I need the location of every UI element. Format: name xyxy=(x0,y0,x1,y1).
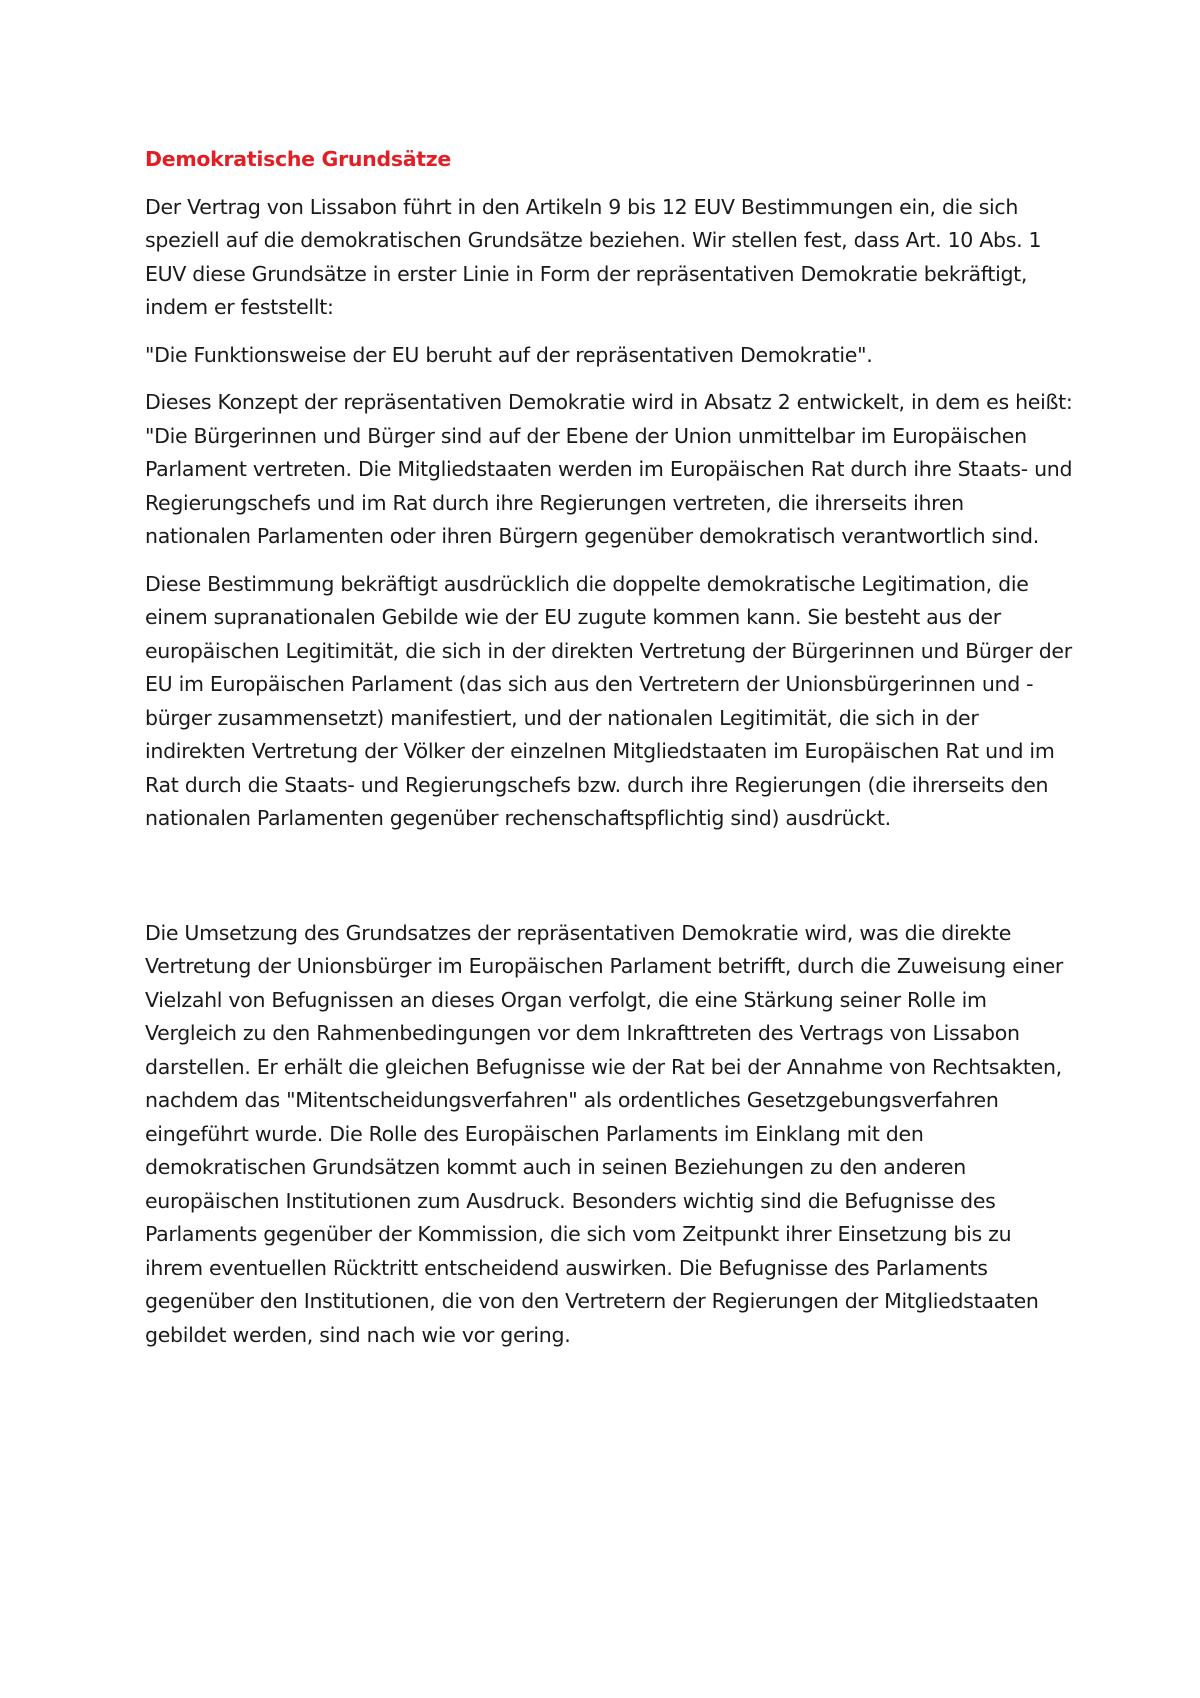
paragraph-concept: Dieses Konzept der repräsentativen Demokratie wird in Absatz 2 entwickelt, in dem es heißt: "Die Bürgerinnen und Bürger sind auf der Ebene der Union unmittelbar im Europäischen Parlament vertreten. Die Mitgliedstaaten werden im Europäischen Rat durch ihre Staats- und Regierungschefs und im Rat durch ihre Regierungen vertreten, die ihrerseits ihren nationalen Parlamenten oder ihren Bürgern gegenüber demokratisch verantwortlich sind. xyxy=(145,390,1073,548)
document-body xyxy=(145,143,1075,1366)
paragraph-quote: "Die Funktionsweise der EU beruht auf der repräsentativen Demokratie". xyxy=(145,342,873,367)
paragraph-implementation: Die Umsetzung des Grundsatzes der repräsentativen Demokratie wird, was die direkte Vertretung der Unionsbürger im Europäischen Parlament betrifft, durch die Zuweisung einer Vielzahl von Befugnissen an dieses Organ verfolgt, die eine Stärkung seiner Rolle im Vergleich zu den Rahmenbedingungen vor dem Inkrafttreten des Vertrags von Lissabon darstellen. Er erhält die gleichen Befugnisse wie der Rat bei der Annahme von Rechtsakten, nachdem das "Mitentscheidungsverfahren" als ordentliches Gesetzgebungsverfahren eingeführt wurde. Die Rolle des Europäischen Parlaments im Einklang mit den demokratischen Grundsätzen kommt auch in seinen Beziehungen zu den anderen europäischen Institutionen zum Ausdruck. Besonders wichtig sind die Befugnisse des Parlaments gegenüber der Kommission, die sich vom Zeitpunkt ihrer Einsetzung bis zu ihrem eventuellen Rücktritt entscheidend auswirken. Die Befugnisse des Parlaments gegenüber den Institutionen, die von den Vertretern der Regierungen der Mitgliedstaaten gebildet werden, sind nach wie vor gering. xyxy=(145,920,1064,1347)
paragraph-intro: Der Vertrag von Lissabon führt in den Artikeln 9 bis 12 EUV Bestimmungen ein, die sich speziell auf die demokratischen Grundsätze beziehen. Wir stellen fest, dass Art. 10 Abs. 1 EUV diese Grundsätze in erster Linie in Form der repräsentativen Demokratie bekräftigt, indem er feststellt: xyxy=(145,194,1042,319)
paragraph-legitimation: Diese Bestimmung bekräftigt ausdrücklich die doppelte demokratische Legitimation, die einem supranationalen Gebilde wie der EU zugute kommen kann. Sie besteht aus der europäischen Legitimität, die sich in der direkten Vertretung der Bürgerinnen und Bürger der EU im Europäischen Parlament (das sich aus den Vertretern der Unionsbürgerinnen und -bürger zusammensetzt) manifestiert, und der nationalen Legitimität, die sich in der indirekten Vertretung der Völker der einzelnen Mitgliedstaaten im Europäischen Rat und im Rat durch die Staats- und Regierungschefs bzw. durch ihre Regierungen (die ihrerseits den nationalen Parlamenten gegenüber rechenschaftspflichtig sind) ausdrückt. xyxy=(145,571,1072,830)
document-heading: Demokratische Grundsätze xyxy=(145,147,452,171)
